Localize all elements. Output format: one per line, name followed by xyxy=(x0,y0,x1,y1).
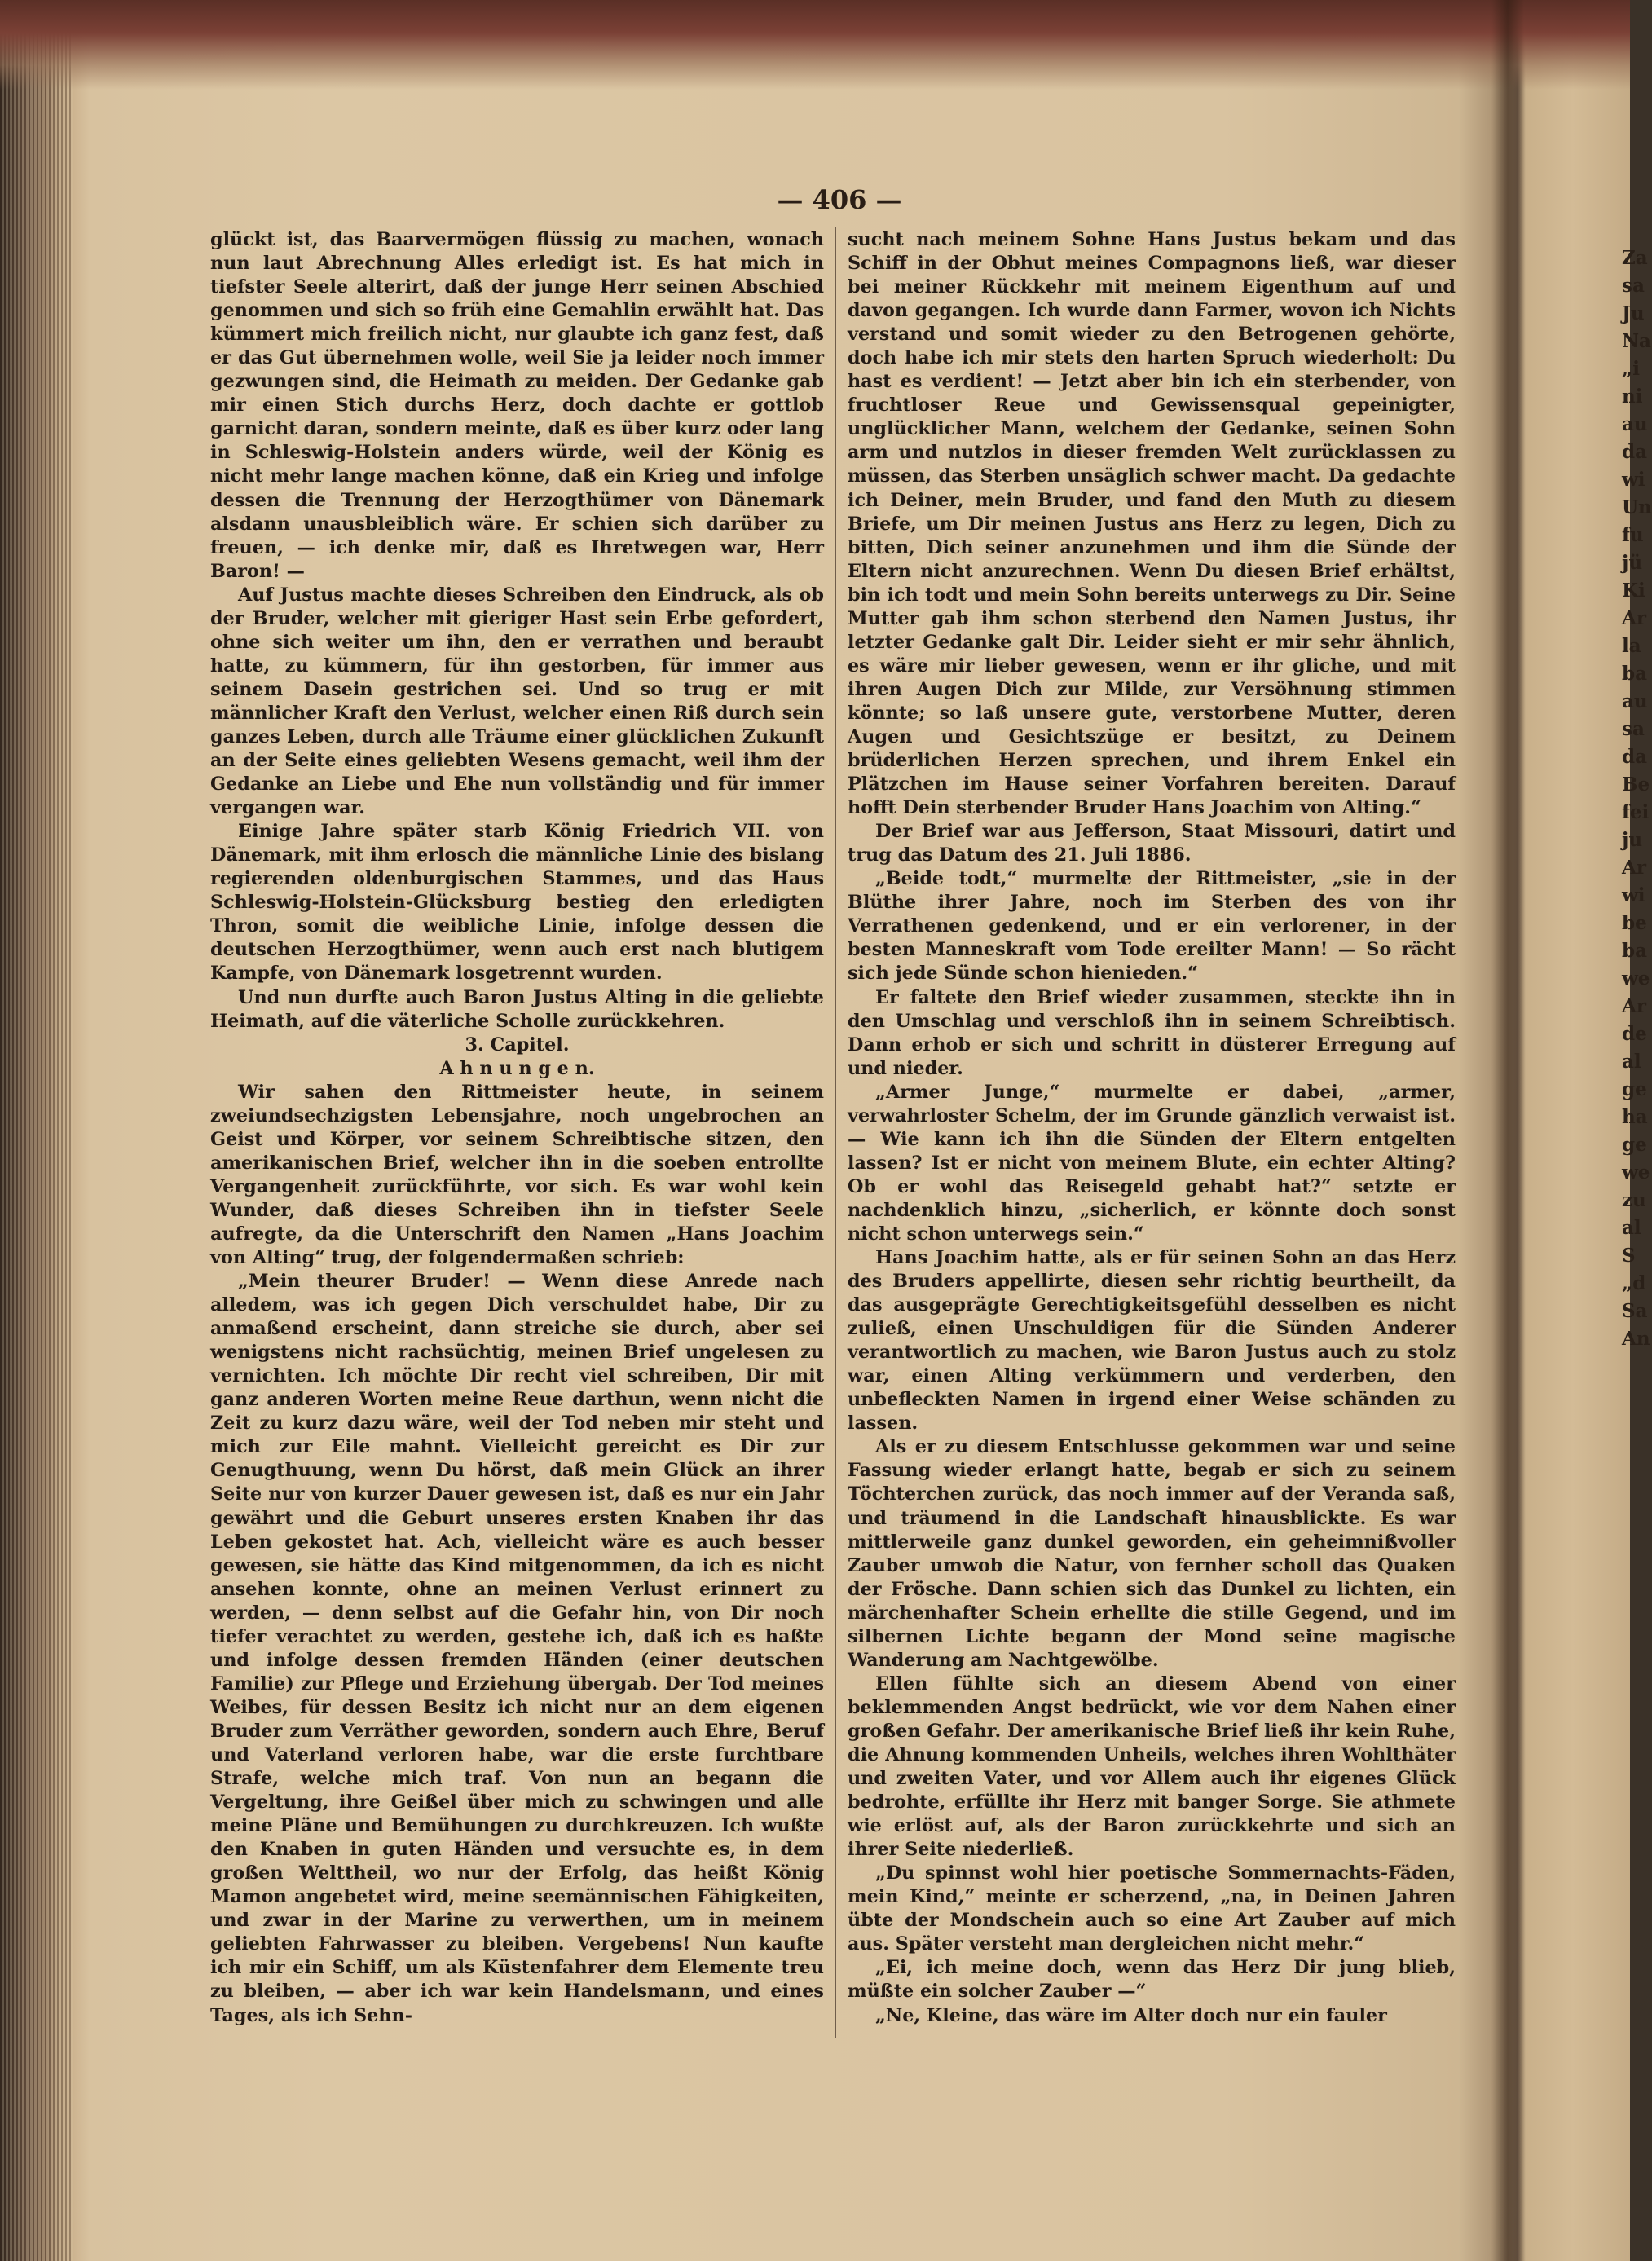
edge-fragment: Ju xyxy=(1622,302,1645,324)
page-number: — 406 — xyxy=(777,184,902,215)
edge-fragment: An xyxy=(1622,1328,1650,1350)
paragraph: „Armer Junge,“ murmelte er dabei, „armer, verwahrloster Schelm, der im Grunde gänzlich verwaist ist. — Wie kann ich ihn die Sünden der Eltern entgelten lassen? Ist er nicht von meinem Blute, ein echter Alting? Ob er wohl das Reisegeld gehabt hat?“ setzte er nachdenklich hinzu, „sicherlich, er könnte doch sonst nicht schon unterwegs sein.“ xyxy=(848,1081,1456,1245)
edge-fragment: Be xyxy=(1622,774,1650,796)
edge-fragment: „d xyxy=(1622,1272,1646,1294)
edge-fragment: de xyxy=(1622,1023,1647,1045)
edge-fragment: ba xyxy=(1622,663,1647,685)
edge-fragment: ge xyxy=(1622,1078,1647,1100)
edge-fragment: sa xyxy=(1622,275,1645,297)
paragraph: Und nun durfte auch Baron Justus Alting in die geliebte Heimath, auf die väterliche Scholle zurückkehren. xyxy=(210,986,824,1032)
paragraph: „Mein theurer Bruder! — Wenn diese Anrede nach alledem, was ich gegen Dich verschuldet habe, Dir zu anmaßend erscheint, dann streiche sie durch, aber sei wenigstens nicht rachsüchtig, meinen Brief ungelesen zu vernichten. Ich möchte Dir recht viel schreiben, Dir mit ganz anderen Worten meine Reue darthun, wenn nicht die Zeit zu kurz dazu wäre, weil der Tod neben mir steht und mich zur Eile mahnt. Vielleicht gereicht es Dir zur Genugthuung, wenn Du hörst, daß mein Glück an ihrer Seite nur von kurzer Dauer gewesen ist, daß es nur ein Jahr gewährt und die Geburt unseres ersten Knaben ihr das Leben gekostet hat. Ach, vielleicht wäre es auch besser gewesen, sie hätte das Kind mitgenommen, da ich es nicht ansehen konnte, ohne an meinen Verlust erinnert zu werden, — denn selbst auf die Gefahr hin, von Dir noch tiefer verachtet zu werden, gestehe ich, daß ich es haßte und infolge dessen fremden Händen (einer deutschen Familie) zur Pflege und Erziehung übergab. Der Tod meines Weibes, für dessen Besitz ich nicht nur an dem eigenen Bruder zum Verräther geworden, sondern auch Ehre, Beruf und Vaterland verloren habe, war die erste furchtbare Strafe, welche mich traf. Von nun an begann die Vergeltung, ihre Geißel über mich zu schwingen und alle meine Pläne und Bemühungen zu durchkreuzen. Ich wußte den Knaben in guten Händen und versuchte es, in dem großen Welttheil, wo nur der Erfolg, das heißt König Mamon angebetet wird, meine seemännischen Fähigkeiten, und zwar in der Marine zu verwerthen, um in meinem geliebten Fahrwasser zu bleiben. Vergebens! Nun kaufte ich mir ein Schiff, um als Küstenfahrer dem Elemente treu zu bleiben, — aber ich war kein Handelsmann, und eines Tages, als ich Sehn- xyxy=(210,1271,824,2026)
edge-fragment: „i xyxy=(1622,358,1640,380)
edge-fragment: Ar xyxy=(1622,995,1646,1017)
edge-fragment: ba xyxy=(1622,940,1647,962)
right-text-column xyxy=(848,228,1456,2028)
edge-fragment: be xyxy=(1622,912,1647,934)
edge-fragment: da xyxy=(1622,441,1647,463)
paragraph: glückt ist, das Baarvermögen flüssig zu machen, wonach nun laut Abrechnung Alles erledigt ist. Es hat mich in tiefster Seele alterirt, daß der junge Herr seinen Abschied genommen und sich so früh eine Gemahlin erwählt hat. Das kümmert mich freilich nicht, nur glaubte ich ganz fest, daß er das Gut übernehmen wolle, weil Sie ja leider noch immer gezwungen sind, die Heimath zu meiden. Der Gedanke gab mir einen Stich durchs Herz, doch dachte er gottlob garnicht daran, sondern meinte, daß es über kurz oder lang in Schleswig-Holstein anders würde, weil der König es nicht mehr lange machen könne, daß ein Krieg und infolge dessen die Trennung der Herzogthümer von Dänemark alsdann unausbleiblich wäre. Er schien sich darüber zu freuen, — ich denke mir, daß es Ihretwegen war, Herr Baron! — xyxy=(210,229,824,582)
edge-fragment: ju xyxy=(1622,829,1643,851)
paragraph: Als er zu diesem Entschlusse gekommen war und seine Fassung wieder erlangt hatte, begab er sich zu seinem Töchterchen zurück, das noch immer auf der Veranda saß, und träumend in die Landschaft hinausblickte. Es war mittlerweile ganz dunkel geworden, ein geheimnißvoller Zauber umwob die Natur, von fernher scholl das Quaken der Frösche. Dann schien sich das Dunkel zu lichten, ein märchenhafter Schein erhellte die stille Gegend, und im silbernen Lichte begann der Mond seine magische Wanderung am Nachtgewölbe. xyxy=(848,1436,1456,1671)
edge-fragment: Sa xyxy=(1622,1300,1648,1322)
edge-fragment: wi xyxy=(1622,884,1645,906)
edge-fragment: Ar xyxy=(1622,857,1646,879)
paragraph: „Ne, Kleine, das wäre im Alter doch nur ein fauler xyxy=(875,2004,1387,2026)
edge-fragment: Na xyxy=(1622,330,1651,352)
edge-fragment: al xyxy=(1622,1217,1641,1239)
edge-fragment: ni xyxy=(1622,386,1643,408)
edge-fragment: da xyxy=(1622,746,1647,768)
edge-fragment: la xyxy=(1622,635,1641,657)
book-gutter xyxy=(1491,0,1524,2261)
chapter-heading: A h n u n g e n. xyxy=(439,1057,595,1079)
edge-fragment: we xyxy=(1622,1161,1650,1183)
paragraph: Auf Justus machte dieses Schreiben den Eindruck, als ob der Bruder, welcher mit gieriger Hast sein Erbe gefordert, ohne sich weiter um ihn, den er verrathen und beraubt hatte, zu kümmern, für ihn gestorben, für immer aus seinem Dasein gestrichen sei. Und so trug er mit männlicher Kraft den Verlust, welcher einen Riß durch sein ganzes Leben, durch alle Träume einer glücklichen Zukunft an der Seite eines geliebten Wesens gemacht, weil ihm der Gedanke an Liebe und Ehe nun vollständig und für immer vergangen war. xyxy=(210,584,824,819)
paragraph: Einige Jahre später starb König Friedrich VII. von Dänemark, mit ihm erlosch die männliche Linie des bislang regierenden oldenburgischen Stammes, und das Haus Schleswig-Holstein-Glücksburg bestieg den erledigten Thron, somit die weibliche Linie, infolge dessen die deutschen Herzogthümer, wenn auch erst nach blutigem Kampfe, von Dänemark losgetrennt wurden. xyxy=(210,821,824,985)
left-text-column xyxy=(210,228,824,2028)
paragraph: Ellen fühlte sich an diesem Abend von einer beklemmenden Angst bedrückt, wie vor dem Nahen einer großen Gefahr. Der amerikanische Brief ließ ihr kein Ruhe, die Ahnung kommenden Unheils, welches ihren Wohlthäter und zweiten Vater, und vor Allem auch ihr eigenes Glück bedrohte, erfüllte ihr Herz mit banger Sorge. Sie athmete wie erlöst auf, als der Baron zurückkehrte und sich an ihrer Seite niederließ. xyxy=(848,1673,1456,1861)
edge-fragment: zu xyxy=(1622,1189,1646,1211)
chapter-heading: 3. Capitel. xyxy=(465,1034,570,1056)
edge-fragment: Un xyxy=(1622,496,1652,518)
edge-fragment: ge xyxy=(1622,1134,1647,1156)
paragraph: „Du spinnst wohl hier poetische Sommernachts-Fäden, mein Kind,“ meinte er scherzend, „na, in Deinen Jahren übte der Mondschein auch so eine Art Zauber auf mich aus. Später versteht man dergleichen nicht mehr.“ xyxy=(848,1862,1456,1955)
paragraph: Der Brief war aus Jefferson, Staat Missouri, datirt und trug das Datum des 21. Juli 1886. xyxy=(848,821,1456,866)
edge-fragment: Ki xyxy=(1622,580,1645,602)
edge-fragment: Za xyxy=(1622,247,1648,269)
edge-fragment: S xyxy=(1622,1245,1636,1267)
paragraph: sucht nach meinem Sohne Hans Justus bekam und das Schiff in der Obhut meines Compagnons ließ, war dieser bei meiner Rückkehr mit meinem Eigenthum auf und davon gegangen. Ich wurde dann Farmer, wovon ich Nichts verstand und somit wieder zu den Betrogenen gehörte, doch habe ich mir stets den harten Spruch wiederholt: Du hast es verdient! — Jetzt aber bin ich ein sterbender, von fruchtloser Reue und Gewissensqual gepeinigter, unglücklicher Mann, welchem der Gedanke, seinen Sohn arm und nutzlos in dieser fremden Welt zurücklassen zu müssen, das Sterben unsäglich schwer macht. Da gedachte ich Deiner, mein Bruder, und fand den Muth zu diesem Briefe, um Dir meinen Justus ans Herz zu legen, Dich zu bitten, Dich seiner anzunehmen und ihm die Sünde der Eltern nicht anzurechnen. Wenn Du diesen Brief erhältst, bin ich todt und mein Sohn bereits unterwegs zu Dir. Seine Mutter gab ihm schon sterbend den Namen Justus, ihr letzter Gedanke galt Dir. Leider sieht er mir sehr ähnlich, es wäre mir lieber gewesen, wenn er ihr gliche, und mit ihren Augen Dich zur Milde, zur Versöhnung stimmen könnte; so laß unsere gute, verstorbene Mutter, deren Augen und Gesichtszüge er besitzt, zu Deinem brüderlichen Herzen sprechen, und ihrem Enkel ein Plätzchen im Hause seiner Vorfahren bereiten. Darauf hofft Dein sterbender Bruder Hans Joachim von Alting.“ xyxy=(848,229,1456,819)
column-divider xyxy=(835,227,836,2038)
cover-top-shadow xyxy=(0,0,1630,90)
edge-fragment: al xyxy=(1622,1051,1641,1073)
page-stack-edge xyxy=(0,0,73,2261)
edge-fragment: fei xyxy=(1622,801,1650,823)
edge-fragment: au xyxy=(1622,413,1648,435)
paragraph: Wir sahen den Rittmeister heute, in seinem zweiundsechzigsten Lebensjahre, noch ungebrochen an Geist und Körper, vor seinem Schreibtische sitzen, den amerikanischen Brief, welcher ihn in die soeben entrollte Vergangenheit zurückführte, vor sich. Es war wohl kein Wunder, daß dieses Schreiben ihn in tiefster Seele aufregte, da die Unterschrift den Namen „Hans Joachim von Alting“ trug, der folgendermaßen schrieb: xyxy=(210,1081,824,1269)
edge-fragment: Ar xyxy=(1622,607,1646,629)
edge-fragment: wi xyxy=(1622,469,1645,491)
edge-fragment: jü xyxy=(1622,552,1643,574)
edge-fragment: sa xyxy=(1622,718,1645,740)
edge-fragment: fu xyxy=(1622,524,1644,546)
paragraph: Hans Joachim hatte, als er für seinen Sohn an das Herz des Bruders appellirte, diesen sehr richtig beurtheilt, da das ausgeprägte Gerechtigkeitsgefühl desselben es nicht zuließ, einen Unschuldigen für die Sünden Anderer verantwortlich zu machen, wie Baron Justus auch zu stolz war, einen Alting verkümmern und verderben, den unbefleckten Namen in irgend einer Weise schänden zu lassen. xyxy=(848,1247,1456,1435)
paragraph: „Beide todt,“ murmelte der Rittmeister, „sie in der Blüthe ihrer Jahre, noch im Sterben des von ihr Verrathenen gedenkend, und er ein verlorener, in der besten Manneskraft vom Tode ereilter Mann! — So rächt sich jede Sünde schon hienieden.“ xyxy=(848,868,1456,985)
paragraph: Er faltete den Brief wieder zusammen, steckte ihn in den Umschlag und verschloß ihn in seinem Schreibtisch. Dann erhob er sich und schritt in düsterer Erregung auf und nieder. xyxy=(848,986,1456,1079)
edge-fragment: ha xyxy=(1622,1106,1648,1128)
edge-fragment: au xyxy=(1622,690,1648,712)
next-page-edge-text xyxy=(1622,245,1652,1353)
edge-fragment: we xyxy=(1622,967,1650,989)
paragraph: „Ei, ich meine doch, wenn das Herz Dir jung blieb, müßte ein solcher Zauber —“ xyxy=(848,1957,1456,2003)
